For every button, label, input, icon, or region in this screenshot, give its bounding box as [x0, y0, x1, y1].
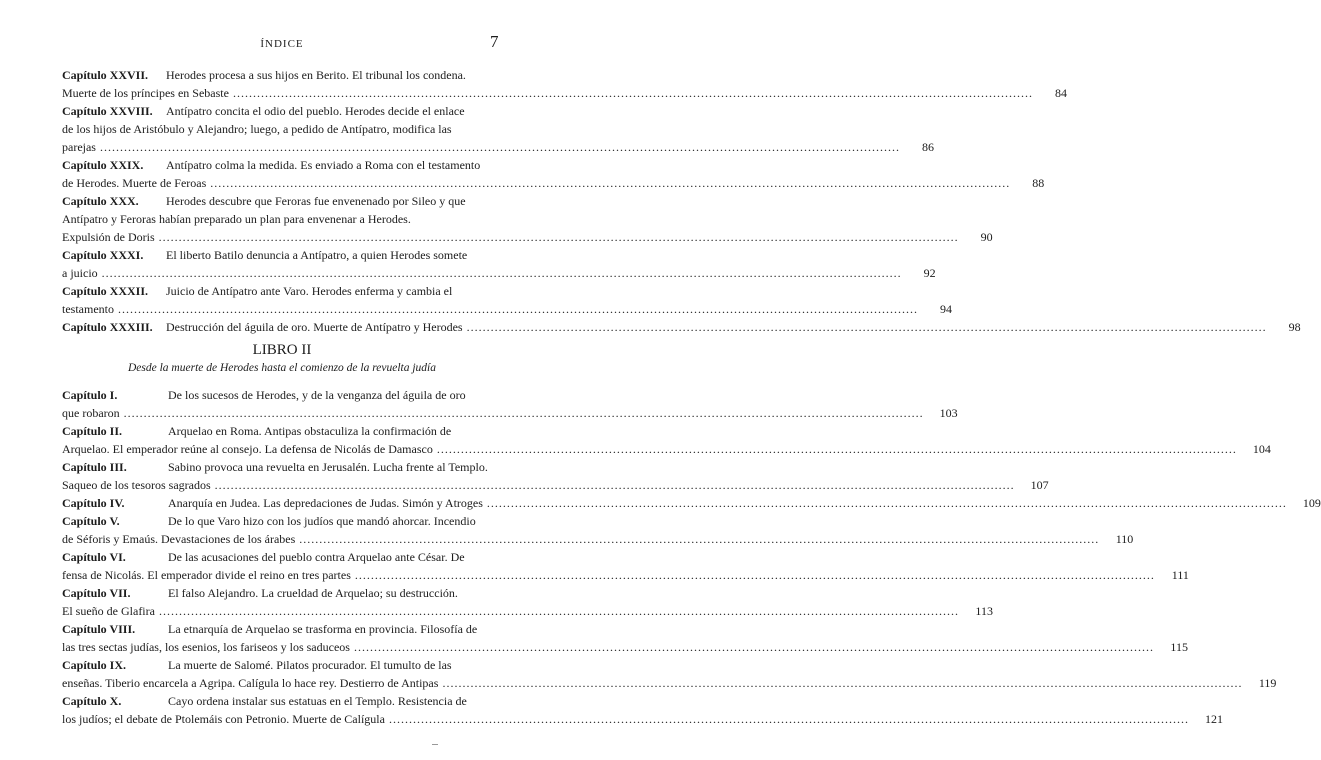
- page-ref: 109: [1302, 496, 1321, 510]
- chapter-label: Capítulo XXXI.: [62, 248, 144, 262]
- toc-entry-line: [62, 300, 952, 318]
- chapter-label: Capítulo XXXII.: [62, 284, 149, 298]
- leader-dots: ........................................................................................................................................................................................................: [214, 478, 1015, 492]
- toc-entry-line: [62, 228, 993, 246]
- chapter-title-text: testamento: [62, 302, 114, 316]
- toc-entry: [62, 458, 1049, 494]
- page-ref: 90: [980, 230, 993, 244]
- chapter-title-text: El falso Alejandro. La crueldad de Arquelao; su destrucción.: [168, 586, 458, 600]
- chapter-title-text: Arquelao. El emperador reúne al consejo. La defensa de Nicolás de Damasco: [62, 442, 433, 456]
- toc-entry-line: [62, 156, 516, 174]
- chapter-title-text: El sueño de Glafira: [62, 604, 155, 618]
- page-ref: 94: [939, 302, 952, 316]
- chapter-label: Capítulo X.: [62, 694, 122, 708]
- page-ref: 115: [1170, 640, 1188, 654]
- chapter-title-text: Arquelao en Roma. Antipas obstaculiza la confirmación de: [168, 424, 452, 438]
- chapter-label: Capítulo IV.: [62, 496, 125, 510]
- leader-dots: ........................................................................................................................................................................................................: [486, 496, 1287, 510]
- toc-entry: [62, 156, 1045, 192]
- toc-entry-line: [62, 530, 1134, 548]
- chapter-label: Capítulo IX.: [62, 658, 127, 672]
- chapter-title-text: de los hijos de Aristóbulo y Alejandro; luego, a pedido de Antípatro, modifica las: [62, 122, 452, 136]
- leader-dots: ........................................................................................................................................................................................................: [466, 320, 1267, 334]
- page-ref: 92: [923, 266, 936, 280]
- toc-entry-line: [62, 318, 1301, 336]
- leader-dots: ........................................................................................................................................................................................................: [232, 86, 1033, 100]
- chapter-title-text: a juicio: [62, 266, 98, 280]
- leader-dots: ........................................................................................................................................................................................................: [158, 604, 959, 618]
- chapter-title-text: Juicio de Antípatro ante Varo. Herodes enferma y cambia el: [166, 284, 453, 298]
- chapter-title-text: Expulsión de Doris: [62, 230, 155, 244]
- chapter-title-text: de Herodes. Muerte de Feroas: [62, 176, 207, 190]
- leader-dots: ........................................................................................................................................................................................................: [436, 442, 1237, 456]
- toc-entry: [62, 494, 1321, 512]
- chapter-title-text: parejas: [62, 140, 96, 154]
- toc-entry-line: [62, 512, 516, 530]
- toc-entry-line: [62, 192, 516, 210]
- toc-book-2: [62, 386, 1321, 728]
- page-ref: 103: [939, 406, 958, 420]
- toc-entry-line: [62, 458, 516, 476]
- chapter-title-text: De lo que Varo hizo con los judíos que mandó ahorcar. Incendio: [168, 514, 476, 528]
- toc-entry-line: [62, 584, 516, 602]
- section-title: LIBRO II: [252, 342, 312, 358]
- chapter-label: Capítulo II.: [62, 424, 123, 438]
- leader-dots: ........................................................................................................................................................................................................: [123, 406, 924, 420]
- toc-entry-line: [62, 264, 936, 282]
- toc-entry: [62, 584, 993, 620]
- chapter-label: Capítulo XXX.: [62, 194, 139, 208]
- toc-entry-line: [62, 422, 516, 440]
- chapter-label: Capítulo XXIX.: [62, 158, 144, 172]
- toc-entry-line: [62, 174, 1045, 192]
- toc-entry-line: [62, 102, 516, 120]
- leader-dots: ........................................................................................................................................................................................................: [299, 532, 1100, 546]
- chapter-title-text: De los sucesos de Herodes, y de la venganza del águila de oro: [168, 388, 466, 402]
- chapter-label: Capítulo XXVIII.: [62, 104, 153, 118]
- toc-entry: [62, 512, 1134, 548]
- leader-dots: ........................................................................................................................................................................................................: [117, 302, 918, 316]
- toc-entry-line: [62, 138, 934, 156]
- toc-entry-line: [62, 674, 1277, 692]
- chapter-title-text: De las acusaciones del pueblo contra Arquelao ante César. De: [168, 550, 465, 564]
- toc-entry: [62, 66, 1067, 102]
- toc-entry-line: [62, 494, 1321, 512]
- page-mark: [432, 744, 438, 745]
- toc-entry: [62, 620, 1188, 656]
- toc-entry-line: [62, 210, 516, 228]
- toc-entry-line: [62, 548, 516, 566]
- chapter-title-text: Herodes procesa a sus hijos en Berito. El tribunal los condena.: [166, 68, 466, 82]
- toc-entry-line: [62, 404, 958, 422]
- chapter-title-text: Saqueo de los tesoros sagrados: [62, 478, 211, 492]
- toc-entry: [62, 192, 993, 246]
- chapter-label: Capítulo XXXIII.: [62, 320, 153, 334]
- toc-entry-line: [62, 566, 1189, 584]
- page-ref: 111: [1171, 568, 1189, 582]
- page-number: 7: [490, 32, 499, 51]
- toc-entry-line: [62, 84, 1067, 102]
- page-ref: 86: [921, 140, 934, 154]
- chapter-title-text: La muerte de Salomé. Pilatos procurador. El tumulto de las: [168, 658, 452, 672]
- toc-entry-line: [62, 120, 516, 138]
- leader-dots: ........................................................................................................................................................................................................: [442, 676, 1243, 690]
- toc-entry-line: [62, 386, 516, 404]
- toc-entry-line: [62, 692, 516, 710]
- chapter-title-text: Anarquía en Judea. Las depredaciones de Judas. Simón y Atroges: [168, 496, 483, 510]
- page-ref: 121: [1204, 712, 1223, 726]
- leader-dots: ........................................................................................................................................................................................................: [210, 176, 1011, 190]
- toc-entry: [62, 656, 1277, 692]
- chapter-label: Capítulo VIII.: [62, 622, 136, 636]
- chapter-title-text: los judíos; el debate de Ptolemáis con Petronio. Muerte de Calígula: [62, 712, 385, 726]
- toc-entry: [62, 548, 1189, 584]
- toc-entry-line: [62, 602, 993, 620]
- chapter-title-text: Muerte de los príncipes en Sebaste: [62, 86, 229, 100]
- leader-dots: ........................................................................................................................................................................................................: [158, 230, 959, 244]
- chapter-title-text: La etnarquía de Arquelao se trasforma en provincia. Filosofía de: [168, 622, 478, 636]
- chapter-label: Capítulo III.: [62, 460, 127, 474]
- toc-entry: [62, 692, 1223, 728]
- leader-dots: ........................................................................................................................................................................................................: [354, 568, 1155, 582]
- toc-entry-line: [62, 710, 1223, 728]
- toc-entry-line: [62, 638, 1188, 656]
- page-ref: 113: [975, 604, 993, 618]
- toc-entry: [62, 386, 958, 422]
- chapter-label: Capítulo I.: [62, 388, 118, 402]
- chapter-title-text: Cayo ordena instalar sus estatuas en el Templo. Resistencia de: [168, 694, 467, 708]
- chapter-label: Capítulo VI.: [62, 550, 126, 564]
- chapter-title-text: las tres sectas judías, los esenios, los fariseos y los saduceos: [62, 640, 350, 654]
- chapter-label: Capítulo VII.: [62, 586, 131, 600]
- toc-entry: [62, 282, 952, 318]
- page-ref: 104: [1252, 442, 1271, 456]
- toc-book-1: [62, 66, 1301, 336]
- chapter-title-text: que robaron: [62, 406, 120, 420]
- chapter-title-text: Antípatro y Feroras habían preparado un plan para envenenar a Herodes.: [62, 212, 411, 226]
- toc-entry: [62, 246, 936, 282]
- chapter-label: Capítulo XXVII.: [62, 68, 149, 82]
- page-ref: 119: [1258, 676, 1277, 690]
- chapter-title-text: Herodes descubre que Feroras fue envenenado por Sileo y que: [166, 194, 466, 208]
- chapter-title-text: Antípatro colma la medida. Es enviado a Roma con el testamento: [166, 158, 481, 172]
- toc-entry-line: [62, 282, 516, 300]
- chapter-title-text: enseñas. Tiberio encarcela a Agripa. Calígula lo hace rey. Destierro de Antipas: [62, 676, 439, 690]
- page-ref: 110: [1115, 532, 1134, 546]
- section-subtitle: Desde la muerte de Herodes hasta el comienzo de la revuelta judía: [128, 362, 436, 374]
- toc-entry: [62, 318, 1301, 336]
- chapter-title-text: El liberto Batilo denuncia a Antípatro, a quien Herodes somete: [166, 248, 468, 262]
- toc-entry: [62, 422, 1271, 458]
- running-header-title: ÍNDICE: [260, 38, 304, 50]
- page-ref: 107: [1030, 478, 1049, 492]
- page-ref: 88: [1032, 176, 1045, 190]
- toc-entry-line: [62, 656, 516, 674]
- toc-entry-line: [62, 476, 1049, 494]
- leader-dots: ........................................................................................................................................................................................................: [353, 640, 1154, 654]
- toc-entry-line: [62, 620, 516, 638]
- page-ref: 84: [1054, 86, 1067, 100]
- toc-entry-line: [62, 440, 1271, 458]
- chapter-label: Capítulo V.: [62, 514, 120, 528]
- leader-dots: ........................................................................................................................................................................................................: [388, 712, 1189, 726]
- chapter-title-text: fensa de Nicolás. El emperador divide el reino en tres partes: [62, 568, 351, 582]
- chapter-title-text: de Séforis y Emaús. Devastaciones de los árabes: [62, 532, 296, 546]
- leader-dots: ........................................................................................................................................................................................................: [101, 266, 902, 280]
- chapter-title-text: Destrucción del águila de oro. Muerte de Antípatro y Herodes: [166, 320, 463, 334]
- toc-entry-line: [62, 66, 516, 84]
- toc-entry: [62, 102, 934, 156]
- leader-dots: ........................................................................................................................................................................................................: [99, 140, 900, 154]
- chapter-title-text: Sabino provoca una revuelta en Jerusalén. Lucha frente al Templo.: [168, 460, 488, 474]
- toc-entry-line: [62, 246, 516, 264]
- page-ref: 98: [1288, 320, 1301, 334]
- chapter-title-text: Antípatro concita el odio del pueblo. Herodes decide el enlace: [166, 104, 465, 118]
